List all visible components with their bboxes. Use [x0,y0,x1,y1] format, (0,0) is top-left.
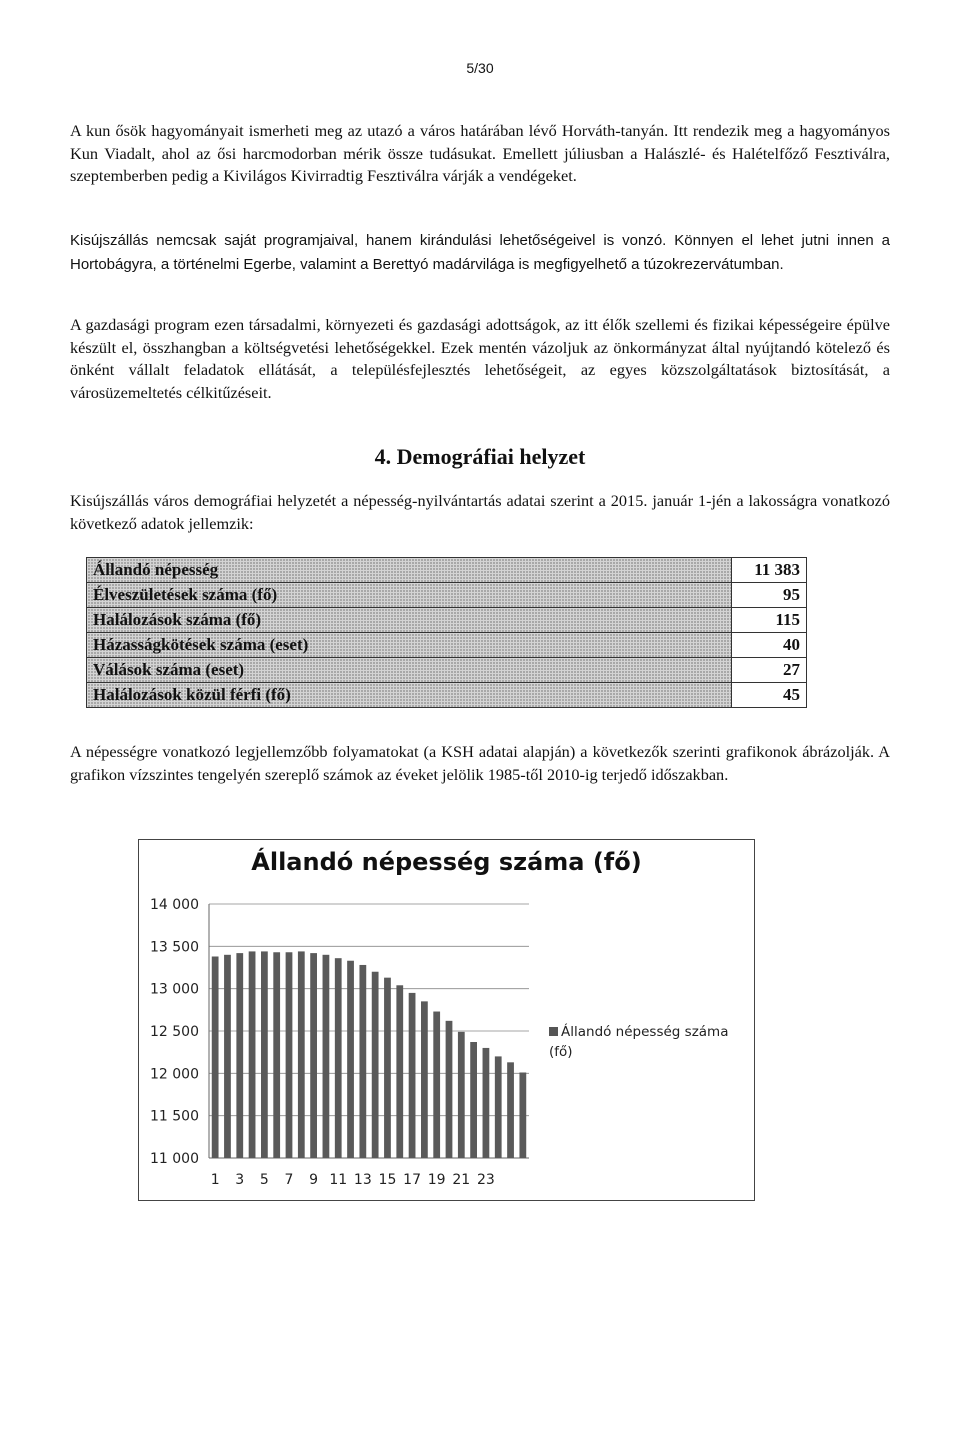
table-row [87,633,807,658]
bar [470,1042,477,1158]
page-number: 5/30 [466,60,494,76]
y-tick-label: 12 500 [150,1024,199,1040]
table-label: Állandó népesség [87,558,732,583]
bar [298,951,305,1158]
legend-swatch [549,1027,558,1036]
x-tick-label: 1 [210,1172,220,1188]
x-tick-label: 11 [329,1172,348,1188]
table-value: 45 [732,683,807,708]
table-row [87,608,807,633]
bar [236,953,243,1158]
table-value: 40 [732,633,807,658]
bar [286,952,293,1158]
paragraph-excursions: Kisújszállás nemcsak saját programjaival, hanem kirándulási lehetőségeivel is vonzó. Könnyen el lehet jutni innen a Hortobágyra, a történelmi Egerbe, valamint a Berettyó madárvilága is megfigyelhető a túzokrezervátumban. [70,232,890,273]
table-value: 115 [732,608,807,633]
bar [335,958,342,1158]
y-tick-label: 12 000 [150,1066,199,1083]
x-tick-label: 3 [235,1172,245,1188]
x-tick-label: 17 [403,1172,421,1188]
x-tick-label: 5 [259,1172,269,1188]
bar [323,955,330,1158]
bar [310,953,317,1158]
bar [483,1048,490,1158]
population-chart [138,839,755,1201]
table-value: 11 383 [732,558,807,583]
table-value: 95 [732,583,807,608]
x-tick-label: 15 [378,1172,397,1188]
bar [372,972,379,1158]
paragraph-chart-intro: A népességre vonatkozó legjellemzőbb folyamatokat (a KSH adatai alapján) a következők szerinti grafikonok ábrázolják. A grafikon vízszintes tengelyén szereplő számok az éveket jelölik 1985-től 2010-ig terjedő időszakban. [70,742,890,784]
bar [224,955,231,1158]
chart-legend [549,1022,749,1062]
bar [458,1032,465,1158]
table-row [87,583,807,608]
chart-title: Állandó népesség száma (fő) [251,848,642,876]
table-label: Halálozások száma (fő) [87,608,732,633]
x-tick-label: 9 [309,1172,319,1188]
section-heading: 4. Demográfiai helyzet [374,444,586,469]
table-label: Válások száma (eset) [87,658,732,683]
table-label: Házasságkötések száma (eset) [87,633,732,658]
x-tick-label: 19 [427,1172,446,1188]
bar [359,965,366,1158]
bar [421,1001,428,1158]
legend-label-line1: Állandó népesség száma [561,1024,729,1040]
y-tick-label: 11 500 [150,1108,199,1125]
y-tick-label: 11 000 [150,1151,199,1167]
bar [396,985,403,1158]
bar [409,993,416,1158]
table-label: Élveszületések száma (fő) [87,583,732,608]
bar [273,952,280,1158]
bar [347,961,354,1158]
x-tick-label: 13 [353,1172,372,1188]
bar [507,1062,514,1158]
bar [495,1056,502,1158]
paragraph-economic-program: A gazdasági program ezen társadalmi, környezeti és gazdasági adottságok, az itt élők szellemi és fizikai képességeire épülve készült el, összhangban a költségvetési lehetőségekkel. Ezek mentén vázoljuk az önkormányzat által nyújtandó kötelező és önként vállalt feladatok ellátását, a településfejlesztés lehetőségeit, az egyes közszolgáltatások biztosítását, a városüzemeltetés célkitűzéseit. [70,315,890,402]
demographic-stats-table [86,557,807,708]
bar [261,951,268,1158]
x-tick-label: 21 [452,1172,471,1188]
y-tick-label: 13 500 [150,939,199,956]
x-tick-label: 7 [284,1172,294,1188]
bar [433,1012,440,1158]
legend-label-line2: (fő) [549,1044,573,1060]
x-tick-label: 23 [477,1172,495,1188]
y-tick-label: 14 000 [150,897,199,913]
bar [446,1021,453,1158]
table-value: 27 [732,658,807,683]
y-tick-label: 13 000 [150,981,199,998]
bar [519,1072,526,1158]
bar [249,951,256,1158]
paragraph-demographic-intro: Kisújszállás város demográfiai helyzetét a népesség-nyilvántartás adatai szerint a 2015. január 1-jén a lakosságra vonatkozó következő adatok jellemzik: [70,491,890,533]
paragraph-kun-heritage: A kun ősök hagyományait ismerheti meg az utazó a város határában lévő Horváth-tanyán. Itt rendezik meg a hagyományos Kun Viadalt, ahol az ősi harcmodorban mérik össze tudásukat. Emellett júliusban a Halászlé- és Halételfőző Fesztiválra, szeptemberben pedig a Kivilágos Kivirradtig Fesztiválra várják a vendégeket. [70,121,890,185]
bar [212,956,219,1158]
bar [384,978,391,1158]
table-row [87,558,807,583]
table-label: Halálozások közül férfi (fő) [87,683,732,708]
chart-canvas [139,840,754,1200]
table-row [87,683,807,708]
table-row [87,658,807,683]
